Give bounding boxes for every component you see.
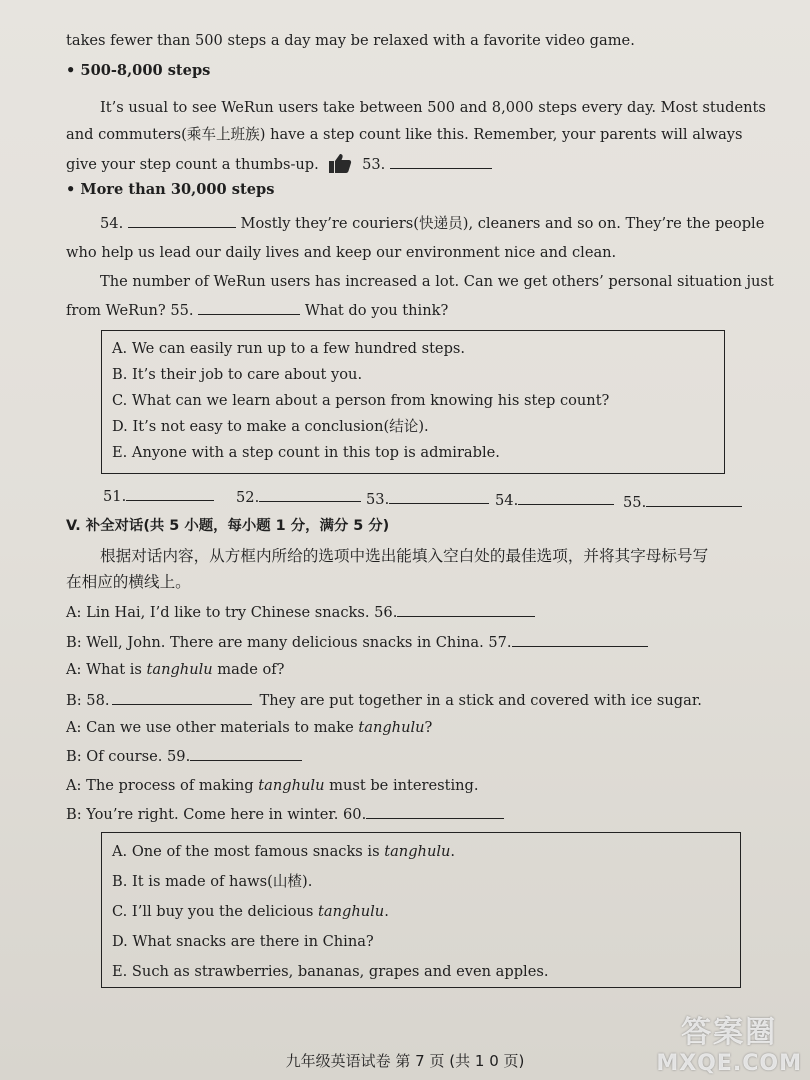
option-c: C. I’ll buy you the delicious tanghulu. — [112, 903, 389, 920]
dialogue-line-58: B: 58. They are put together in a stick and covered with ice sugar. — [66, 692, 702, 709]
section-5-instructions: 根据对话内容，从方框内所给的选项中选出能填入空白处的最佳选项，并将其字母标号写 — [100, 547, 709, 565]
option-d: D. It’s not easy to make a conclusion(结论). — [112, 418, 429, 435]
dialogue-line: A: The process of making tanghulu must be interesting. — [66, 777, 479, 794]
answer-blank-55b[interactable] — [646, 492, 742, 507]
answer-blank-58[interactable] — [112, 690, 252, 705]
passage-line-q54 — [100, 213, 764, 234]
section-heading-30000: • More than 30,000 steps — [66, 181, 275, 198]
answer-label-55: 55. — [623, 492, 742, 511]
passage-text: give your step count a thumbs-up. — [66, 156, 319, 173]
passage-line-q53 — [66, 152, 492, 175]
option-d: D. What snacks are there in China? — [112, 933, 374, 950]
answer-blank-59[interactable] — [190, 746, 302, 761]
dialogue-line: A: What is tanghulu made of? — [66, 661, 285, 678]
passage-line: The number of WeRun users has increased a lot. Can we get others’ personal situation just — [100, 273, 774, 290]
answer-blank-53b[interactable] — [389, 489, 489, 504]
watermark-url: MXQE.COM — [656, 1051, 802, 1076]
answer-blank-54[interactable] — [128, 213, 236, 228]
dialogue-line: A: Can we use other materials to make tanghulu? — [66, 719, 433, 736]
dialogue-line-59: B: Of course. 59. — [66, 746, 302, 767]
answer-blank-60[interactable] — [366, 804, 504, 819]
passage-line: who help us lead our daily lives and keep our environment nice and clean. — [66, 244, 617, 261]
watermark-logo-text: 答案圈 — [681, 1015, 778, 1050]
option-a: A. We can easily run up to a few hundred steps. — [112, 340, 466, 357]
dialogue-line-60: B: You’re right. Come here in winter. 60. — [66, 804, 504, 825]
dialogue-line-56: A: Lin Hai, I’d like to try Chinese snacks. 56. — [66, 602, 535, 623]
option-e: E. Such as strawberries, bananas, grapes and even apples. — [112, 963, 549, 980]
options-box-2 — [101, 832, 741, 988]
answer-blank-53[interactable] — [390, 154, 492, 169]
option-b: B. It’s their job to care about you. — [112, 366, 363, 383]
passage-text: Mostly they’re couriers(快递员), cleaners and so on. They’re the people — [240, 215, 765, 232]
passage-text: from WeRun? 55. — [66, 302, 194, 319]
answer-blank-56[interactable] — [397, 602, 535, 617]
thumbs-up-icon — [327, 152, 353, 174]
answer-label-51: 51. — [103, 486, 214, 505]
passage-text: What do you think? — [304, 302, 449, 319]
passage-line: and commuters(乘车上班族) have a step count like this. Remember, your parents will always — [66, 126, 743, 143]
section-5-title: V. 补全对话(共 5 小题，每小题 1 分，满分 5 分) — [66, 518, 390, 534]
passage-line-q55 — [66, 300, 448, 321]
question-number: 54. — [100, 215, 124, 232]
page-footer: 九年级英语试卷 第 7 页 (共 1 0 页) — [285, 1052, 525, 1070]
option-b: B. It is made of haws(山楂). — [112, 873, 313, 890]
answer-label-53: 53. — [366, 489, 489, 508]
answer-blank-54b[interactable] — [518, 490, 614, 505]
answer-blank-52[interactable] — [259, 487, 361, 502]
answer-blank-57[interactable] — [512, 632, 648, 647]
option-e: E. Anyone with a step count in this top is admirable. — [112, 444, 500, 461]
option-a: A. One of the most famous snacks is tanghulu. — [112, 843, 456, 860]
answer-label-52: 52. — [236, 487, 361, 506]
dialogue-line-57: B: Well, John. There are many delicious snacks in China. 57. — [66, 632, 648, 653]
section-5-instructions: 在相应的横线上。 — [66, 573, 191, 591]
passage-line: takes fewer than 500 steps a day may be relaxed with a favorite video game. — [66, 32, 635, 49]
passage-line: It’s usual to see WeRun users take between 500 and 8,000 steps every day. Most students — [100, 99, 766, 116]
answer-blank-51[interactable] — [126, 486, 214, 501]
options-box-1 — [101, 330, 725, 474]
section-heading-500-8000: • 500-8,000 steps — [66, 62, 211, 79]
watermark — [656, 1007, 802, 1076]
question-number: 53. — [362, 156, 386, 173]
answer-label-54: 54. — [495, 490, 614, 509]
option-c: C. What can we learn about a person from knowing his step count? — [112, 392, 610, 409]
answer-blank-55[interactable] — [198, 300, 300, 315]
